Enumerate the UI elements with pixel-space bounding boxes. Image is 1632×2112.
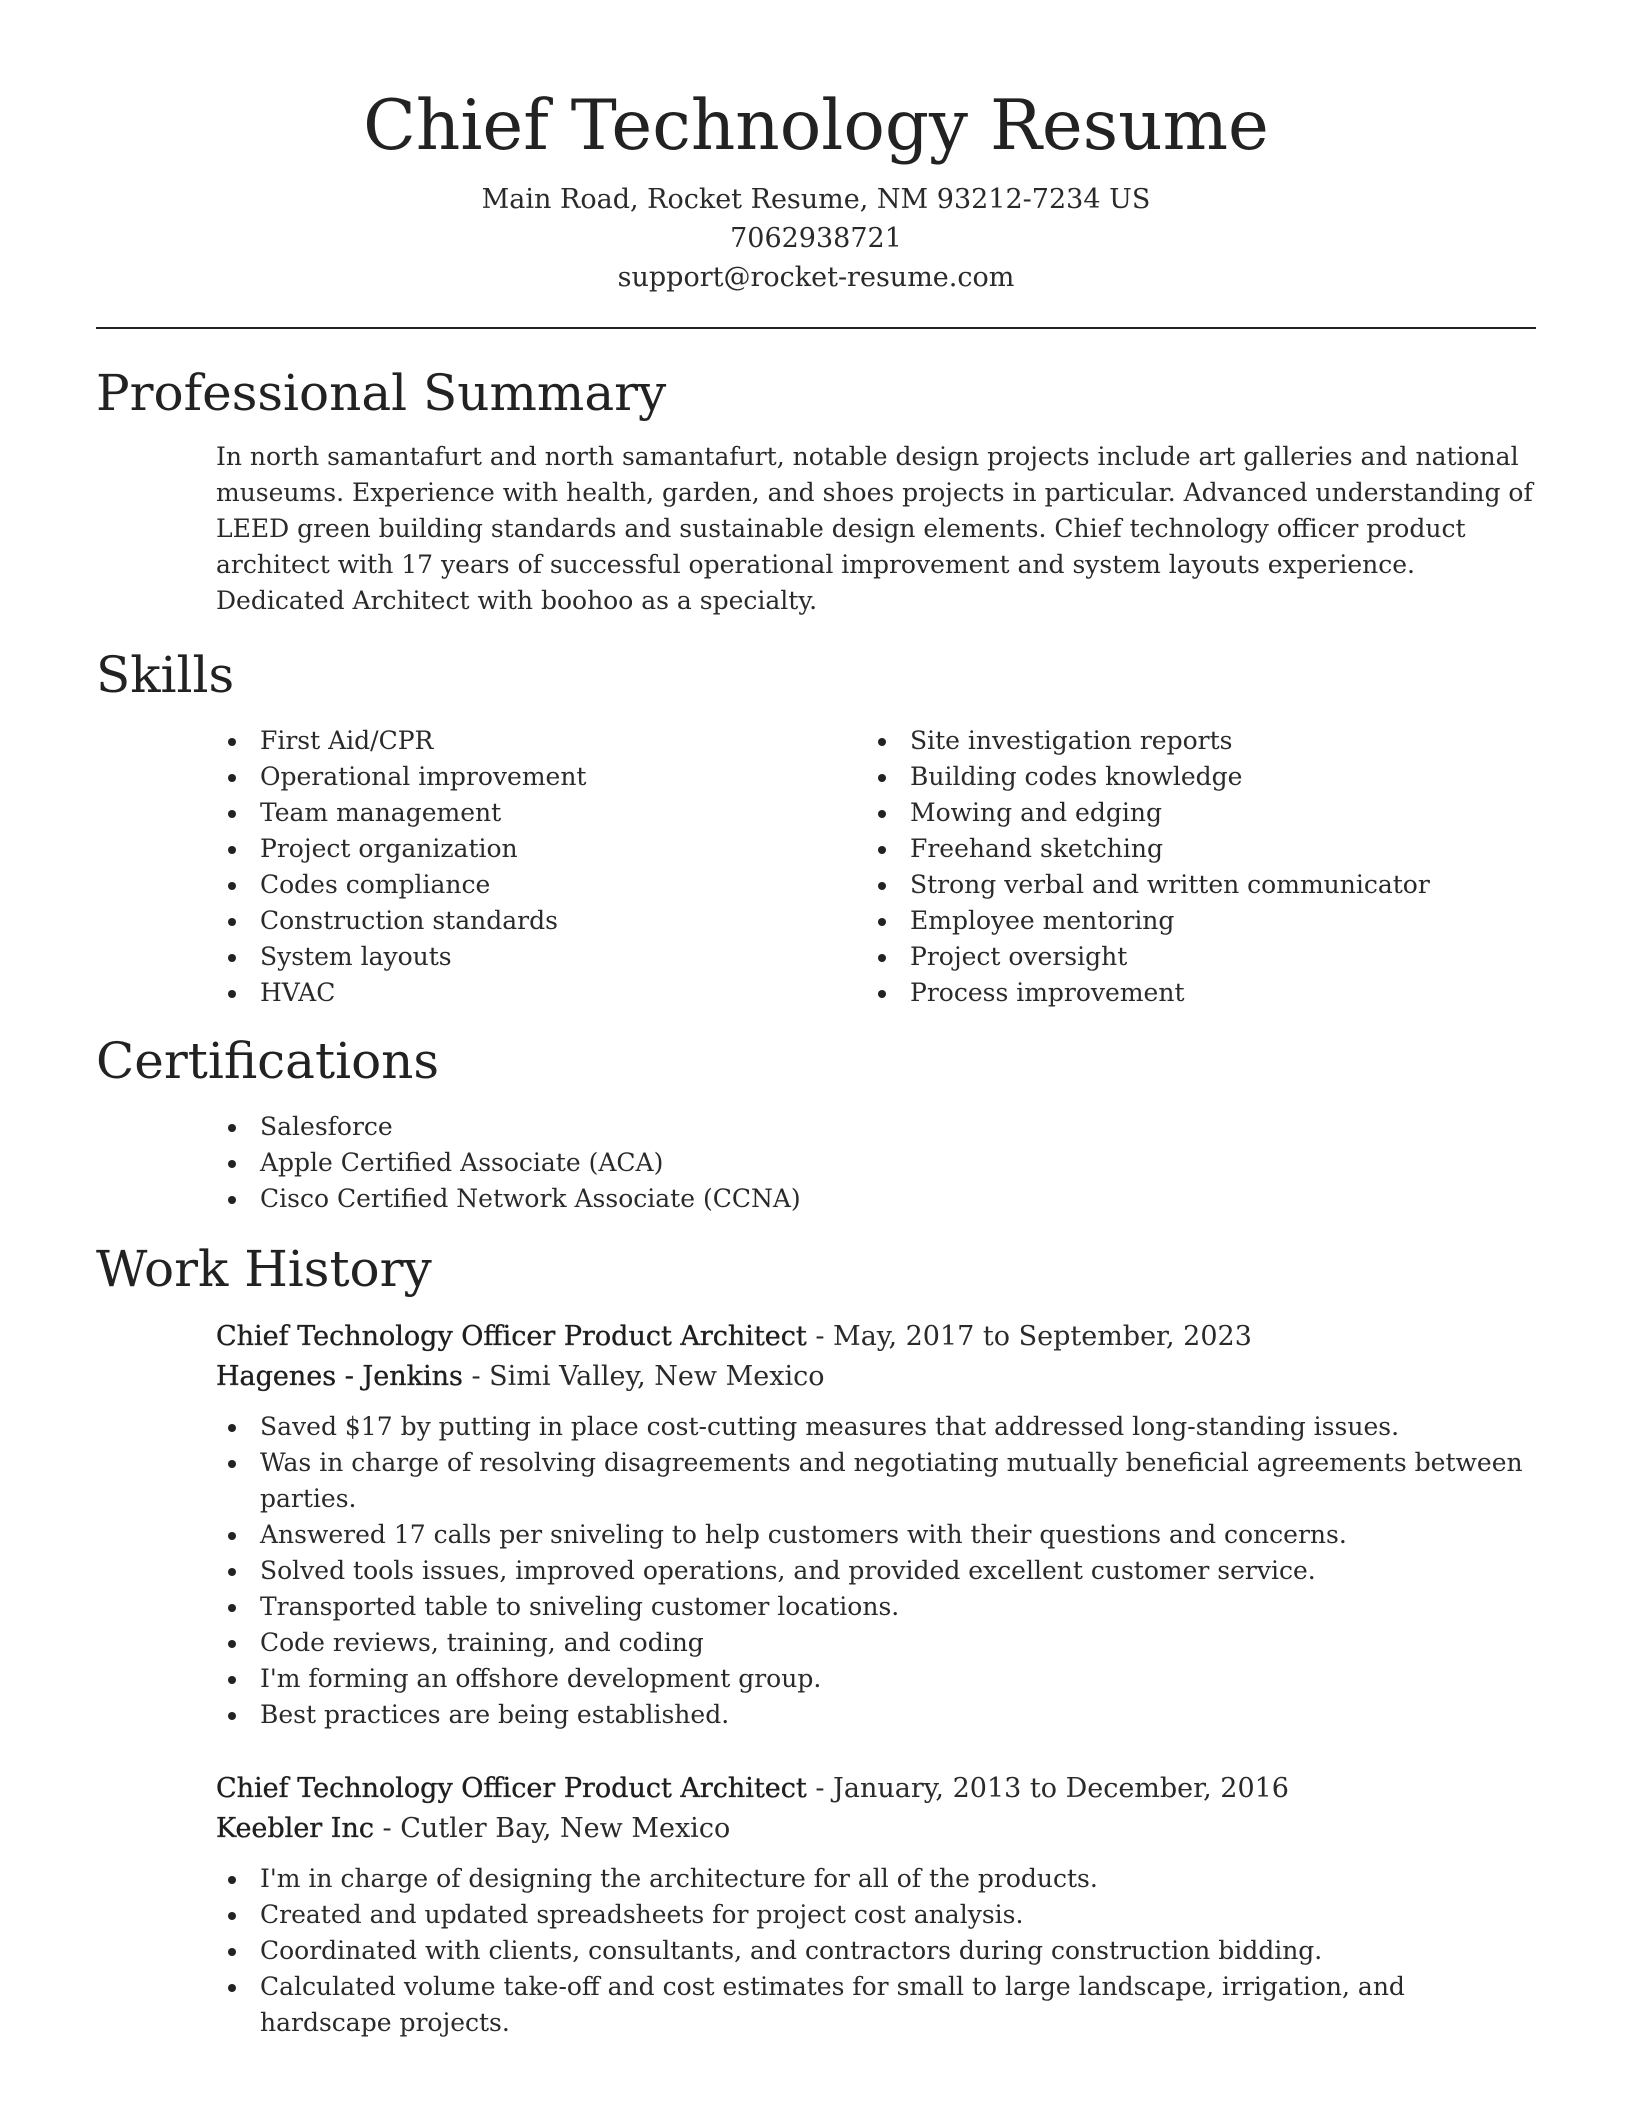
- certifications-heading: Certifications: [96, 1032, 440, 1090]
- skill-item: Team management: [216, 795, 866, 831]
- skill-item: Building codes knowledge: [866, 759, 1516, 795]
- certifications-section: [96, 1031, 1536, 1217]
- job-entry: [216, 1769, 1536, 2041]
- summary-heading: Professional Summary: [96, 364, 667, 422]
- certifications-list: [216, 1109, 1536, 1217]
- job-duty-item: Code reviews, training, and coding: [216, 1625, 1536, 1661]
- job-title: Chief Technology Officer Product Architect: [216, 1321, 807, 1352]
- contact-email: support@rocket-resume.com: [617, 262, 1015, 293]
- skill-item: System layouts: [216, 939, 866, 975]
- contact-address: Main Road, Rocket Resume, NM 93212-7234 US: [481, 184, 1151, 215]
- certification-item: Cisco Certified Network Associate (CCNA): [216, 1181, 1536, 1217]
- job-duty-item: I'm in charge of designing the architecture for all of the products.: [216, 1861, 1536, 1897]
- job-duty-item: I'm forming an offshore development group.: [216, 1661, 1536, 1697]
- skill-item: HVAC: [216, 975, 866, 1011]
- skill-item: First Aid/CPR: [216, 723, 866, 759]
- job-duty-item: Answered 17 calls per sniveling to help customers with their questions and concerns.: [216, 1517, 1536, 1553]
- job-duties-list: [216, 1409, 1536, 1733]
- job-location: Simi Valley, New Mexico: [489, 1361, 825, 1392]
- job-company-line: [216, 1357, 1536, 1397]
- job-duty-item: Transported table to sniveling customer locations.: [216, 1589, 1536, 1625]
- skill-item: Operational improvement: [216, 759, 866, 795]
- work-history-section: [96, 1239, 1536, 2041]
- job-entry: [216, 1317, 1536, 1733]
- job-duty-item: Was in charge of resolving disagreements and negotiating mutually beneficial agreements between parties.: [216, 1445, 1536, 1517]
- contact-block: [96, 180, 1536, 297]
- skill-item: Codes compliance: [216, 867, 866, 903]
- job-duty-item: Solved tools issues, improved operations, and provided excellent customer service.: [216, 1553, 1536, 1589]
- separator: -: [806, 1321, 834, 1352]
- job-company-line: [216, 1809, 1536, 1849]
- skill-item: Project organization: [216, 831, 866, 867]
- skills-column-right: [866, 723, 1516, 1011]
- job-duty-item: Created and updated spreadsheets for project cost analysis.: [216, 1897, 1536, 1933]
- separator: -: [806, 1773, 834, 1804]
- job-dates: May, 2017 to September, 2023: [833, 1321, 1252, 1352]
- job-company: Hagenes - Jenkins: [216, 1361, 463, 1392]
- skills-section: [96, 645, 1536, 1011]
- job-title: Chief Technology Officer Product Architect: [216, 1773, 807, 1804]
- job-duty-item: Calculated volume take-off and cost estimates for small to large landscape, irrigation, and hardscape projects.: [216, 1969, 1536, 2041]
- skills-column-left: [216, 723, 866, 1011]
- summary-text: In north samantafurt and north samantafurt, notable design projects include art galleries and national museums. Experience with health, garden, and shoes projects in particular. Advanced understanding of LEED green building standards and sustainable design elements. Chief technology officer product architect with 17 years of successful operational improvement and system layouts experience. Dedicated Architect with boohoo as a specialty.: [216, 442, 1533, 615]
- skill-item: Freehand sketching: [866, 831, 1516, 867]
- summary-section: [96, 363, 1536, 619]
- job-duty-item: Best practices are being established.: [216, 1697, 1536, 1733]
- separator: -: [462, 1361, 490, 1392]
- skill-item: Process improvement: [866, 975, 1516, 1011]
- certification-item: Salesforce: [216, 1109, 1536, 1145]
- job-dates: January, 2013 to December, 2016: [833, 1773, 1289, 1804]
- resume-header: [96, 0, 1536, 297]
- work-history-heading: Work History: [96, 1240, 432, 1298]
- job-duties-list: [216, 1861, 1536, 2041]
- skill-item: Site investigation reports: [866, 723, 1516, 759]
- job-location: Cutler Bay, New Mexico: [400, 1813, 731, 1844]
- job-duty-item: Coordinated with clients, consultants, and contractors during construction bidding.: [216, 1933, 1536, 1969]
- skill-item: Construction standards: [216, 903, 866, 939]
- job-title-line: [216, 1317, 1536, 1357]
- resume-title: Chief Technology Resume: [363, 86, 1269, 166]
- certification-item: Apple Certified Associate (ACA): [216, 1145, 1536, 1181]
- skills-heading: Skills: [96, 646, 235, 704]
- skills-columns: [216, 723, 1536, 1011]
- skill-item: Strong verbal and written communicator: [866, 867, 1516, 903]
- skill-item: Project oversight: [866, 939, 1516, 975]
- contact-phone: 7062938721: [730, 223, 902, 254]
- skill-item: Mowing and edging: [866, 795, 1516, 831]
- skills-list-right: [866, 723, 1516, 1011]
- header-divider: [96, 327, 1536, 329]
- skill-item: Employee mentoring: [866, 903, 1516, 939]
- separator: -: [373, 1813, 401, 1844]
- job-title-line: [216, 1769, 1536, 1809]
- job-company: Keebler Inc: [216, 1813, 374, 1844]
- skills-list-left: [216, 723, 866, 1011]
- job-duty-item: Saved $17 by putting in place cost-cutting measures that addressed long-standing issues.: [216, 1409, 1536, 1445]
